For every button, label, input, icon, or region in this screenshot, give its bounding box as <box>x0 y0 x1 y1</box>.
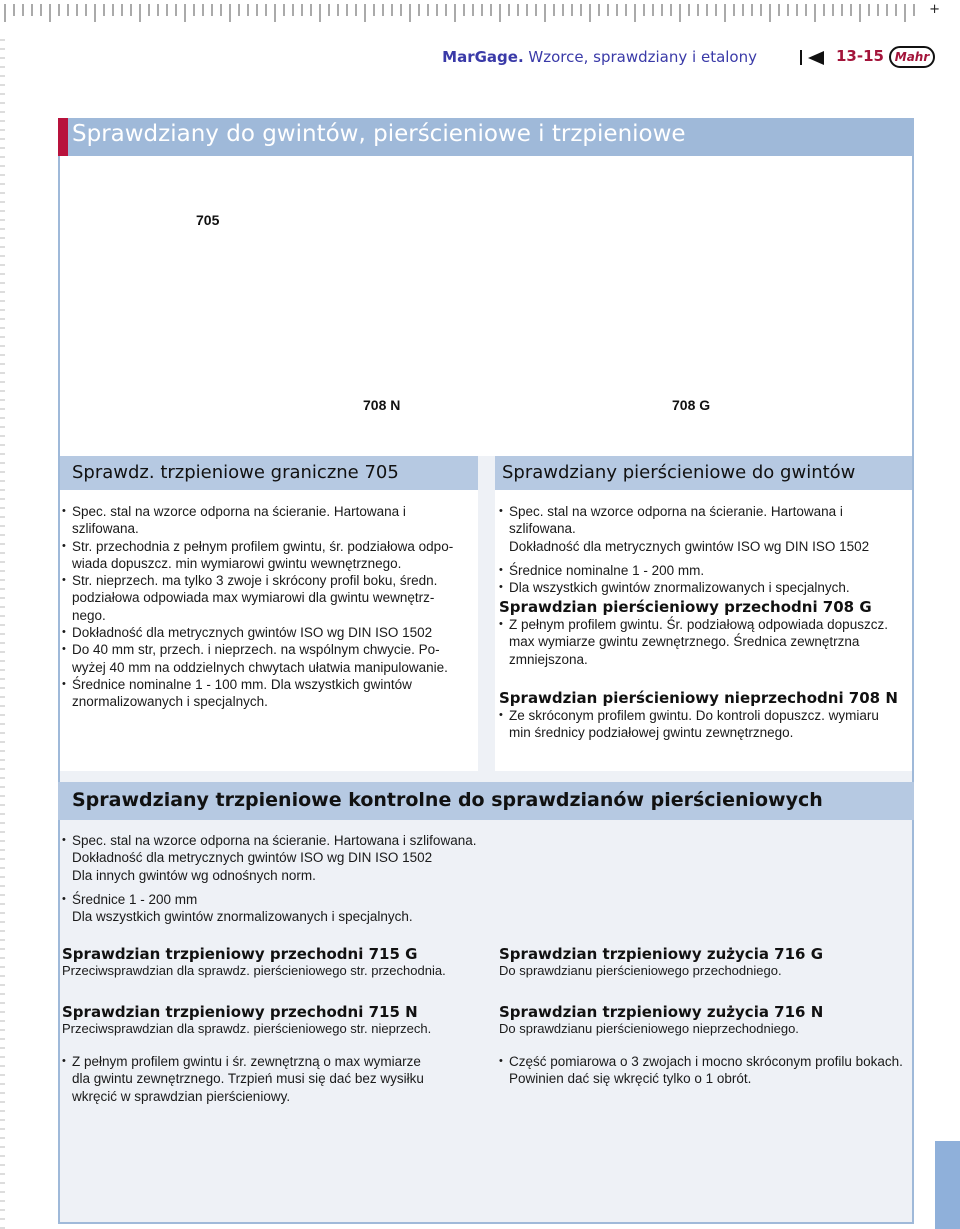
right-section-text <box>499 503 911 596</box>
text-line: wyżej 40 mm na oddzielnych chwytach ułatwia manipulowanie. <box>72 659 448 675</box>
page-header <box>0 46 960 70</box>
desc-715n: Przeciwsprawdzian dla sprawdz. pierścieniowego str. nieprzech. <box>62 1021 432 1036</box>
bullet-item: • Do 40 mm str, przech. i nieprzech. na wspólnym chwycie. Po- <box>62 641 476 658</box>
bullet-item: • Część pomiarowa o 3 zwojach i mocno skróconym profilu bokach. <box>499 1053 911 1070</box>
subheading-708n: Sprawdzian pierścieniowy nieprzechodni 708 N <box>499 689 898 707</box>
bottom-left-notes <box>62 1053 482 1105</box>
left-section-heading: Sprawdz. trzpieniowe graniczne 705 <box>72 462 399 483</box>
text-line: min średnicy podziałowej gwintu zewnętrznego. <box>509 725 794 741</box>
page-reference[interactable]: 13-15 <box>836 47 884 65</box>
crop-mark: + <box>929 2 940 17</box>
bottom-section-heading: Sprawdziany trzpieniowe kontrolne do sprawdzianów pierścieniowych <box>72 789 823 811</box>
bullet-item: • Str. przechodnia z pełnym profilem gwintu, śr. podziałowa odpo- <box>62 538 476 555</box>
left-ruler <box>0 0 10 1229</box>
brand-name: MarGage. <box>442 48 524 66</box>
text-line: Dla wszystkich gwintów znormalizowanych i specjalnych. <box>72 909 413 925</box>
header-subtitle: Wzorce, sprawdziany i etalony <box>523 48 757 66</box>
desc-715g: Przeciwsprawdzian dla sprawdz. pierścieniowego str. przechodnia. <box>62 963 446 978</box>
text-line: zmniejszona. <box>509 651 588 667</box>
bullet-item: • Z pełnym profilem gwintu. Śr. podziałową odpowiada dopuszcz. <box>499 616 911 633</box>
bullet-item: • Dokładność dla metrycznych gwintów ISO wg DIN ISO 1502 <box>62 624 476 641</box>
bullet-item: • Spec. stal na wzorce odporna na ścieranie. Hartowana i szlifowana. <box>499 503 911 538</box>
text-line: Powinien dać się wkręcić tylko o 1 obrót. <box>509 1071 752 1087</box>
text-line: podziałowa odpowiada max wymiarowi dla gwintu wewnętrz- <box>72 590 435 606</box>
bullet-item: • Spec. stal na wzorce odporna na ścieranie. Hartowana i szlifowana. <box>62 503 476 538</box>
bullet-item: • Spec. stal na wzorce odporna na ścieranie. Hartowana i szlifowana. <box>62 832 902 849</box>
subtext-708n <box>499 707 911 742</box>
product-photo-area <box>60 156 912 456</box>
bottom-right-notes <box>499 1053 911 1088</box>
left-section-text <box>62 503 476 711</box>
desc-716n: Do sprawdzianu pierścieniowego nieprzechodniego. <box>499 1021 799 1036</box>
page-title: Sprawdziany do gwintów, pierścieniowe i trzpieniowe <box>72 121 686 147</box>
bullet-item: • Dla wszystkich gwintów znormalizowanych i specjalnych. <box>499 579 911 596</box>
divider-bar-icon <box>800 50 802 65</box>
bullet-item: • Z pełnym profilem gwintu i śr. zewnętrzną o max wymiarze <box>62 1053 482 1070</box>
text-line: max wymiarze gwintu zewnętrznego. Średnica zewnętrzna <box>509 634 860 650</box>
subheading-708g: Sprawdzian pierścieniowy przechodni 708 G <box>499 598 872 616</box>
title-accent-bar <box>58 118 68 156</box>
bullet-item: • Średnice nominalne 1 - 200 mm. <box>499 562 911 579</box>
figure-label-708n: 708 N <box>363 397 401 413</box>
side-tab-marker <box>935 1141 960 1229</box>
figure-label-705: 705 <box>196 212 220 228</box>
subheading-716n: Sprawdzian trzpieniowy zużycia 716 N <box>499 1003 824 1021</box>
arrow-left-icon[interactable] <box>808 51 824 65</box>
bullet-item: • Str. nieprzech. ma tylko 3 zwoje i skrócony profil boku, średn. <box>62 572 476 589</box>
bottom-intro-text <box>62 832 902 925</box>
text-line: nego. <box>72 607 106 623</box>
header-title <box>442 48 757 66</box>
text-line: dla gwintu zewnętrznego. Trzpień musi się dać bez wysiłku <box>72 1071 424 1087</box>
top-ruler <box>0 0 960 30</box>
bullet-item: • Średnice nominalne 1 - 100 mm. Dla wszystkich gwintów <box>62 676 476 693</box>
text-line: Dokładność dla metrycznych gwintów ISO wg DIN ISO 1502 <box>509 538 870 554</box>
subheading-715g: Sprawdzian trzpieniowy przechodni 715 G <box>62 945 418 963</box>
subheading-715n: Sprawdzian trzpieniowy przechodni 715 N <box>62 1003 418 1021</box>
bullet-item: • Ze skróconym profilem gwintu. Do kontroli dopuszcz. wymiaru <box>499 707 911 724</box>
figure-label-708g: 708 G <box>672 397 711 413</box>
desc-716g: Do sprawdzianu pierścieniowego przechodniego. <box>499 963 782 978</box>
text-line: wkręcić w sprawdzian pierścieniowy. <box>72 1088 291 1104</box>
text-line: znormalizowanych i specjalnych. <box>72 694 268 710</box>
text-line: Dla innych gwintów wg odnośnych norm. <box>72 867 316 883</box>
bullet-item: • Średnice 1 - 200 mm <box>62 891 902 908</box>
mahr-logo: Mahr <box>889 46 935 68</box>
subheading-716g: Sprawdzian trzpieniowy zużycia 716 G <box>499 945 824 963</box>
text-line: Dokładność dla metrycznych gwintów ISO wg DIN ISO 1502 <box>72 850 433 866</box>
text-line: wiada dopuszcz. min wymiarowi gwintu wewnętrznego. <box>72 555 402 571</box>
subtext-708g <box>499 616 911 668</box>
right-section-heading: Sprawdziany pierścieniowe do gwintów <box>502 462 856 483</box>
